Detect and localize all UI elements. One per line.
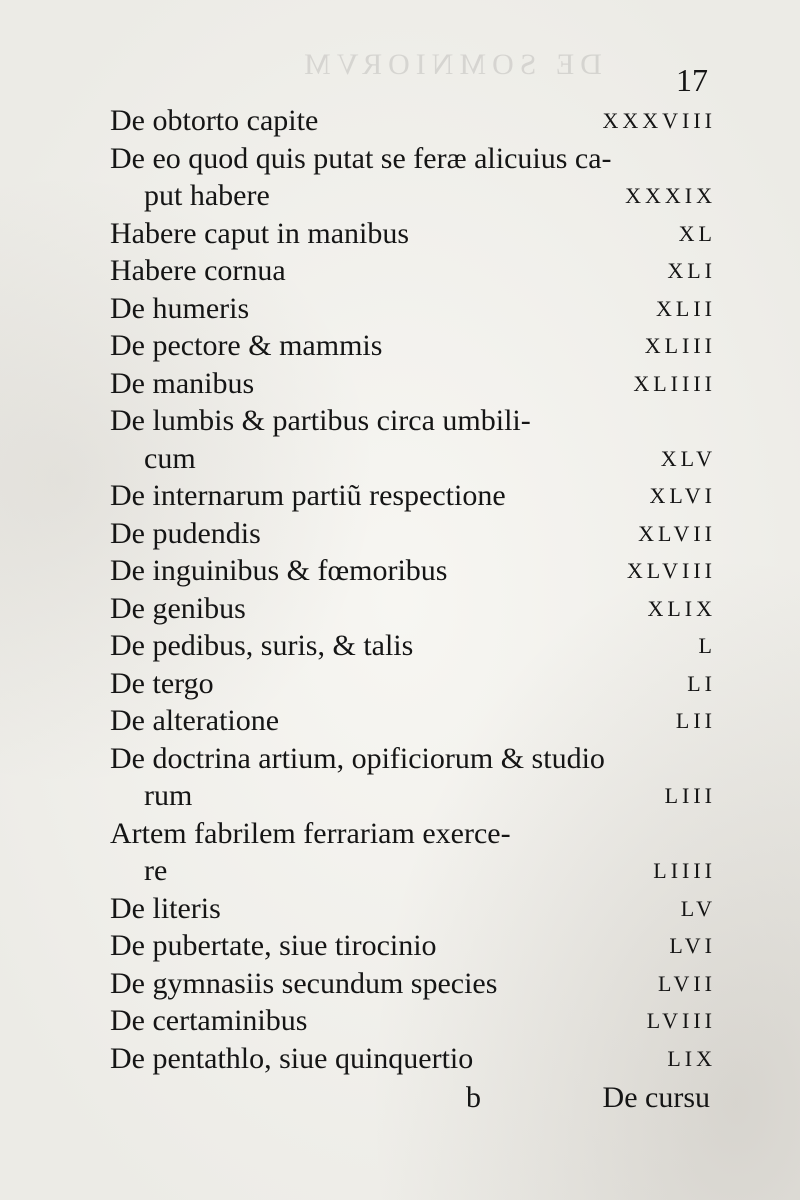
toc-row [110,327,716,365]
toc-row [110,365,716,403]
toc-row [110,852,716,890]
entry-title: De manibus [110,366,255,400]
entry-number: LV [680,895,716,921]
entry-title: De tergo [110,666,214,700]
entry-number: L [698,633,716,658]
entry-title: De eo quod quis putat se feræ alicuius ca- [110,141,612,175]
toc-row [110,627,716,665]
entry-number: XLV [660,445,716,471]
entry-title: De inguinibus & fœmoribus [110,554,448,587]
toc-row [110,927,716,965]
toc-row [110,140,716,178]
toc-row [110,440,716,478]
entry-number: XLIX [647,595,716,621]
entry-title: Habere caput in manibus [110,216,410,250]
entry-title: De internarum partiũ respectione [110,479,506,512]
toc-row [110,552,716,590]
toc-row [110,740,716,778]
toc-row [110,1040,716,1078]
entry-number: XL [678,220,716,246]
entry-title-continuation: re [144,854,168,887]
toc-row [110,702,716,740]
entry-number: XLIIII [633,370,716,396]
entry-title: De pubertate, siue tirocinio [110,929,437,962]
toc-row [110,665,716,703]
entry-number: XLII [656,295,716,321]
toc-row [110,777,716,815]
entry-title: De doctrina artium, opificiorum & studio [110,741,605,775]
toc-row [110,215,716,253]
toc-row [110,177,716,215]
toc-row [110,402,716,440]
entry-title: De lumbis & partibus circa umbili- [110,404,531,437]
entry-title: De gymnasiis secundum species [110,966,498,1000]
entry-number: XXXIX [625,183,716,208]
entry-number: LVII [658,970,716,996]
entry-title: De humeris [110,291,250,325]
entry-number: XLVI [649,483,716,508]
entry-number: LI [687,670,716,696]
page-footer [0,1078,800,1118]
entry-number: LVIII [646,1008,716,1033]
entry-title: Artem fabrilem ferrariam exerce- [110,816,511,850]
show-through-heading: DE SOMNIORVM [298,48,602,81]
signature-mark: b [466,1081,481,1114]
catchword: De cursu [602,1081,710,1114]
entry-title-continuation: put habere [144,179,270,212]
toc-row [110,102,716,140]
table-of-contents [110,102,716,1077]
entry-title: De certaminibus [110,1004,308,1037]
toc-row [110,815,716,853]
entry-title-continuation: rum [144,779,193,812]
entry-number: LII [675,708,716,733]
entry-number: LIIII [653,858,716,883]
page-number: 17 [676,62,708,98]
entry-title-continuation: cum [144,441,196,475]
entry-number: LIII [664,783,716,808]
entry-title: De pentathlo, siue quinquertio [110,1041,474,1075]
toc-row [110,290,716,328]
toc-row [110,890,716,928]
entry-title: De alteratione [110,704,280,737]
entry-number: LIX [667,1045,716,1071]
entry-number: XLVII [638,520,716,546]
entry-title: Habere cornua [110,254,286,287]
entry-number: XLIII [644,333,716,358]
entry-title: De literis [110,891,221,925]
entry-title: De pedibus, suris, & talis [110,629,414,662]
entry-title: De pudendis [110,516,261,550]
toc-row [110,1002,716,1040]
entry-number: XXXVIII [602,108,716,133]
entry-number: LVI [669,933,716,958]
entry-title: De obtorto capite [110,104,319,137]
toc-row [110,252,716,290]
toc-row [110,477,716,515]
entry-title: De pectore & mammis [110,329,383,362]
toc-row [110,515,716,553]
toc-row [110,965,716,1003]
toc-row [110,590,716,628]
entry-title: De genibus [110,591,246,625]
entry-number: XLI [667,258,716,283]
entry-number: XLVIII [626,558,716,583]
